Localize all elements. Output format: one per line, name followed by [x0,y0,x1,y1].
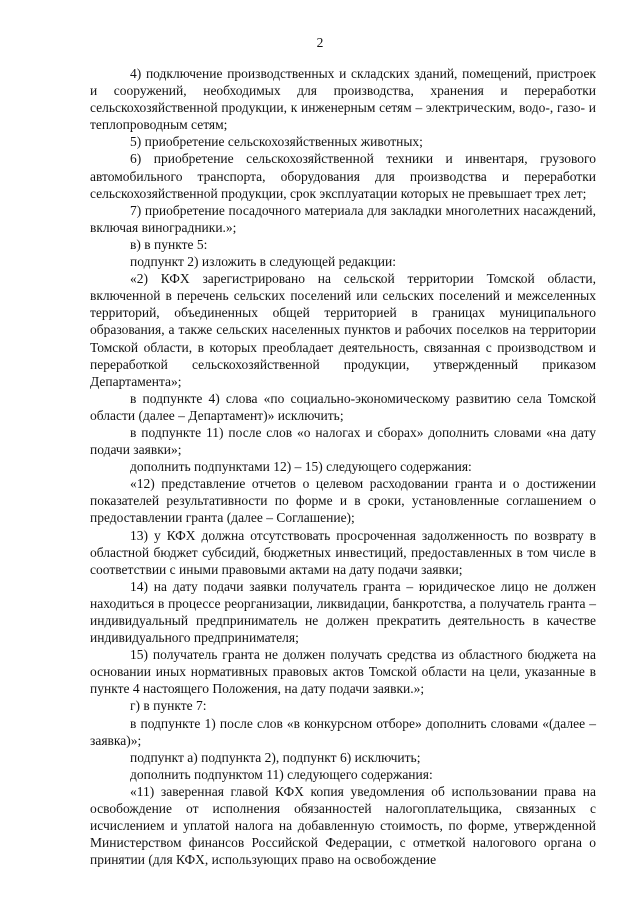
paragraph-14: 15) получатель гранта не должен получать средства из областного бюджета на основании иных нормативных правовых актов Томской области на цели, указанные в пункте 4 настоящего Положения, на дату подачи заявки.»; [90,647,596,697]
paragraph-15: г) в пункте 7: [130,698,207,714]
paragraph-12: 13) у КФХ должна отсутствовать просроченная задолженность по возврату в областной бюджет субсидий, бюджетных инвестиций, предоставленных в том числе в соответствии с иными правовыми актами на дату подачи заявки; [90,527,596,577]
paragraph-3: 6) приобретение сельскохозяйственной техники и инвентаря, грузового автомобильного транспорта, оборудования для производства и переработки сельскохозяйственной продукции, срок эксплуатации которых не превышает трех лет; [90,151,596,201]
paragraph-13: 14) на дату подачи заявки получатель гранта – юридическое лицо не должен находиться в процессе реорганизации, ликвидации, банкротства, а получатель гранта – индивидуальный предприниматель не должен прекратить деятельность в качестве индивидуального предпринимателя; [90,578,596,646]
paragraph-9: в подпункте 11) после слов «о налогах и сборах» дополнить словами «на дату подачи заявки»; [90,424,596,458]
paragraph-5: в) в пункте 5: [130,236,208,252]
paragraph-11: «12) представление отчетов о целевом расходовании гранта и о достижении показателей результативности по форме и в сроки, установленные соглашением о предоставлении гранта (далее – Соглашение); [90,476,596,526]
paragraph-6: подпункт 2) изложить в следующей редакции: [130,254,397,270]
paragraph-1: 4) подключение производственных и складских зданий, помещений, пристроек и сооружений, необходимых для производства, хранения и переработки сельскохозяйственной продукции, к инженерным сетям – электрическим, водо-, газо- и теплопроводным сетям; [90,66,596,133]
paragraph-18: дополнить подпунктом 11) следующего содержания: [130,766,433,782]
paragraph-19: «11) заверенная главой КФХ копия уведомления об использовании права на освобождение от исполнения обязанностей налогоплательщика, связанных с исчислением и уплатой налога на добавленную стоимость, по форме, утвержденной Министерством финансов Российской Федерации, с отметкой налогового органа о принятии (для КФХ, использующих право на освобождение [90,783,596,868]
paragraph-2: 5) приобретение сельскохозяйственных животных; [130,134,423,150]
paragraph-7: «2) КФХ зарегистрировано на сельской территории Томской области, включенной в перечень сельских поселений или сельских поселений и межселенных территорий, объединенных общей территорией в границах муниципального образования, а также сельских населенных пунктов и рабочих поселков на территории Томской области, в которых преобладает деятельность, связанная с производством и переработкой сельскохозяйственной продукции, утвержденный приказом Департамента»; [90,271,596,389]
document-body [90,65,596,868]
paragraph-17: подпункт а) подпункта 2), подпункт 6) исключить; [130,749,421,765]
paragraph-16: в подпункте 1) после слов «в конкурсном отборе» дополнить словами «(далее – заявка)»; [90,715,596,748]
paragraph-8: в подпункте 4) слова «по социально-экономическому развитию села Томской области (далее – Департамент)» исключить; [90,390,596,423]
page-number: 2 [316,35,324,50]
paragraph-10: дополнить подпунктами 12) – 15) следующего содержания: [130,459,472,475]
paragraph-4: 7) приобретение посадочного материала для закладки многолетних насаждений, включая виноградники.»; [90,202,596,235]
